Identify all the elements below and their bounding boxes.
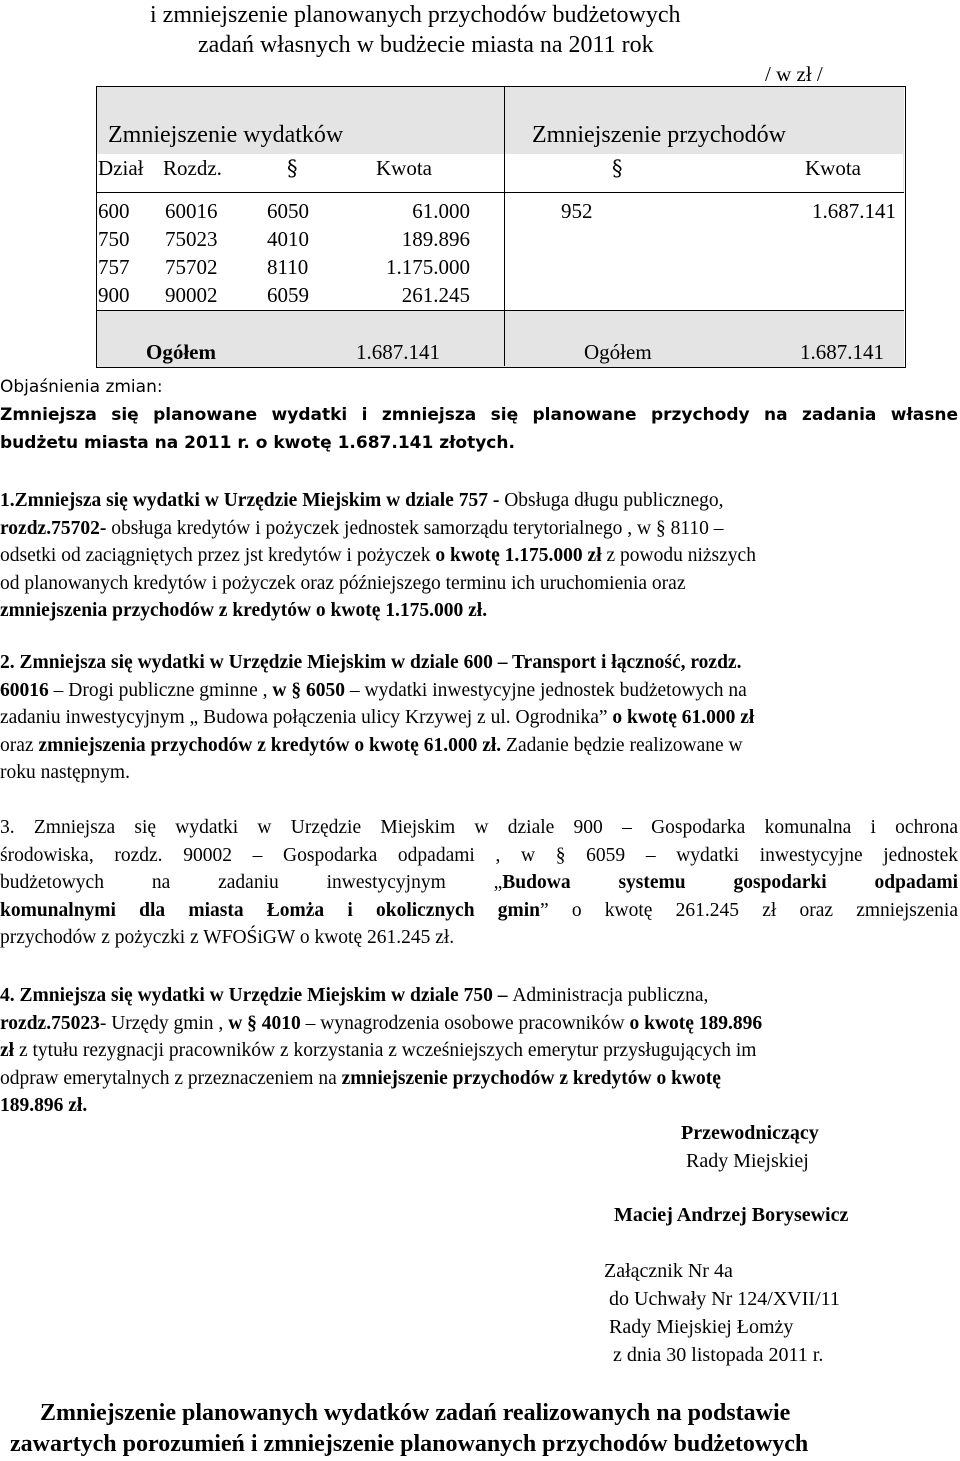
col-rozdz: Rozdz.: [163, 156, 222, 180]
item-2-text: Zadanie będzie realizowane w: [501, 734, 743, 756]
row-par: 6059: [267, 283, 309, 307]
item-4-text: zł: [0, 1040, 15, 1061]
item-2-text: zmniejszenia przychodów z kredytów o kwotę 61.000 zł.: [38, 734, 502, 756]
item-2-text: oraz: [0, 734, 39, 756]
row-rozdz: 75023: [165, 227, 218, 251]
row-rozdz: 75702: [165, 255, 218, 279]
item-4-text: rozdz.75023: [0, 1012, 100, 1034]
item-1-text: zmniejszenia przychodów z kredytów o kwotę 1.175.000 zł.: [0, 600, 488, 621]
right-section-title: Zmniejszenie przychodów: [532, 122, 786, 148]
item-2-text: w § 6050: [272, 679, 346, 701]
signature-body: Rady Miejskiej: [686, 1150, 809, 1172]
item-2-text: 60016: [0, 679, 49, 701]
total-label-left: Ogółem: [146, 340, 216, 364]
item-4-text: o kwotę 189.896: [629, 1012, 763, 1034]
item-3-text: komunalnymi dla miasta Łomża i okolicznych gmin: [0, 899, 541, 921]
total-left-value: 1.687.141: [356, 340, 440, 364]
item-2-text: – Drogi publiczne gminne ,: [48, 679, 273, 701]
footer-title-line-1: Zmniejszenie planowanych wydatków zadań realizowanych na podstawie: [40, 1400, 791, 1426]
footer-title-line-2: zawartych porozumień i zmniejszenie planowanych przychodów budżetowych: [10, 1431, 809, 1457]
item-3-text: ” o kwotę 261.245 zł oraz zmniejszenia: [540, 899, 958, 921]
row-dzial: 757: [98, 255, 130, 279]
item-4-text: – wynagrodzenia osobowe pracowników: [300, 1012, 630, 1034]
item-3-text: środowiska, rozdz. 90002 – Gospodarka odpadami , w § 6059 – wydatki inwestycyjne jednostek: [0, 844, 958, 866]
item-1-text: obsługa kredytów i pożyczek jednostek samorządu terytorialnego , w § 8110 –: [106, 517, 724, 539]
item-4: [0, 982, 960, 1120]
signature-role: Przewodniczący: [681, 1122, 819, 1144]
col-par-symbol: §: [287, 156, 298, 180]
row-par: 8110: [267, 255, 309, 279]
item-4-text: 189.896 zł.: [0, 1095, 88, 1116]
annex-line-2: do Uchwały Nr 124/XVII/11: [609, 1288, 840, 1310]
item-3-line: [0, 869, 958, 897]
table-divider: [504, 86, 505, 366]
item-2-text: 2. Zmniejsza się wydatki w Urzędzie Miejskim w dziale 600 – Transport i łączność, rozdz.: [0, 652, 742, 673]
item-1-text: Obsługa długu publicznego,: [504, 490, 724, 511]
explanation-heading: Objaśnienia zmian:: [0, 377, 163, 397]
row-dzial: 600: [98, 199, 130, 223]
col-par-symbol-right: §: [612, 156, 623, 180]
item-1-text: rozdz.75702-: [0, 517, 107, 539]
item-1-text: z powodu niższych: [601, 545, 756, 566]
item-3-text: budżetowych na zadaniu inwestycyjnym „: [0, 872, 503, 893]
row-dzial: 900: [98, 283, 130, 307]
item-2-text: roku następnym.: [0, 762, 130, 783]
col-dzial: Dział: [98, 156, 144, 180]
annex-line-3: Rady Miejskiej Łomży: [609, 1316, 794, 1338]
item-2-text: – wydatki inwestycyjne jednostek budżetowych na: [345, 679, 747, 701]
left-section-title: Zmniejszenie wydatków: [108, 122, 344, 148]
signature-name: Maciej Andrzej Borysewicz: [614, 1204, 849, 1226]
explanation-intro-text-1: Zmniejsza się planowane wydatki i zmniejsza się planowane przychody na zadania własne: [0, 405, 958, 425]
item-4-text: odpraw emerytalnych z przeznaczeniem na: [0, 1067, 342, 1089]
item-2: [0, 649, 960, 787]
title-line-2: zadań własnych w budżecie miasta na 2011 rok: [198, 32, 654, 58]
annex-line-1: Załącznik Nr 4a: [604, 1260, 733, 1282]
row-kwota: 189.896: [401, 227, 470, 251]
item-3-line: [0, 897, 958, 925]
row-kwota: 61.000: [412, 199, 470, 223]
row-rozdz: 90002: [165, 283, 218, 307]
item-4-text: w § 4010: [228, 1012, 301, 1034]
item-3: [0, 814, 960, 952]
item-4-text: 4. Zmniejsza się wydatki w Urzędzie Miejskim w dziale 750 –: [0, 985, 513, 1006]
annex-line-4: z dnia 30 listopada 2011 r.: [613, 1344, 824, 1366]
item-1-text: od planowanych kredytów i pożyczek oraz późniejszego terminu ich uruchomienia oraz: [0, 572, 686, 594]
item-4-text: zmniejszenie przychodów z kredytów o kwotę: [341, 1067, 721, 1089]
row-kwota: 1.175.000: [386, 255, 470, 279]
row-rozdz: 60016: [165, 199, 218, 223]
item-4-text: Administracja publiczna,: [512, 985, 709, 1006]
item-3-text: Budowa systemu gospodarki odpadami: [502, 872, 958, 893]
row-par: 4010: [267, 227, 309, 251]
item-4-text: - Urzędy gmin ,: [99, 1012, 229, 1034]
total-right-value: 1.687.141: [800, 340, 884, 364]
row-dzial: 750: [98, 227, 130, 251]
unit-label: / w zł /: [765, 62, 823, 86]
total-label-right: Ogółem: [584, 340, 652, 364]
right-row-par: 952: [561, 199, 593, 223]
item-2-text: zadaniu inwestycyjnym „ Budowa połączenia ulicy Krzywej z ul. Ogrodnika”: [0, 707, 613, 728]
item-1-text: odsetki od zaciągniętych przez jst kredytów i pożyczek: [0, 545, 436, 566]
item-2-text: o kwotę 61.000 zł: [612, 707, 755, 728]
row-par: 6050: [267, 199, 309, 223]
row-kwota: 261.245: [401, 283, 470, 307]
explanation-intro-line-1: [0, 405, 958, 425]
item-1-text: 1.Zmniejsza się wydatki w Urzędzie Miejskim w dziale 757 -: [0, 490, 505, 511]
item-1: [0, 487, 960, 625]
col-kwota: Kwota: [376, 156, 432, 180]
item-3-text: 3. Zmniejsza się wydatki w Urzędzie Miejskim w dziale 900 – Gospodarka komunalna i ochrona: [0, 817, 958, 838]
col-kwota-right: Kwota: [805, 156, 861, 180]
explanation-intro-line-2: budżetu miasta na 2011 r. o kwotę 1.687.141 złotych.: [0, 433, 515, 453]
right-row-kwota: 1.687.141: [812, 199, 896, 223]
title-line-1: i zmniejszenie planowanych przychodów budżetowych: [150, 2, 681, 28]
item-1-text: o kwotę 1.175.000 zł: [435, 545, 602, 566]
item-3-text: przychodów z pożyczki z WFOŚiGW o kwotę 261.245 zł.: [0, 927, 455, 948]
item-4-text: z tytułu rezygnacji pracowników z korzystania z wcześniejszych emerytur przysługujących im: [14, 1040, 757, 1061]
